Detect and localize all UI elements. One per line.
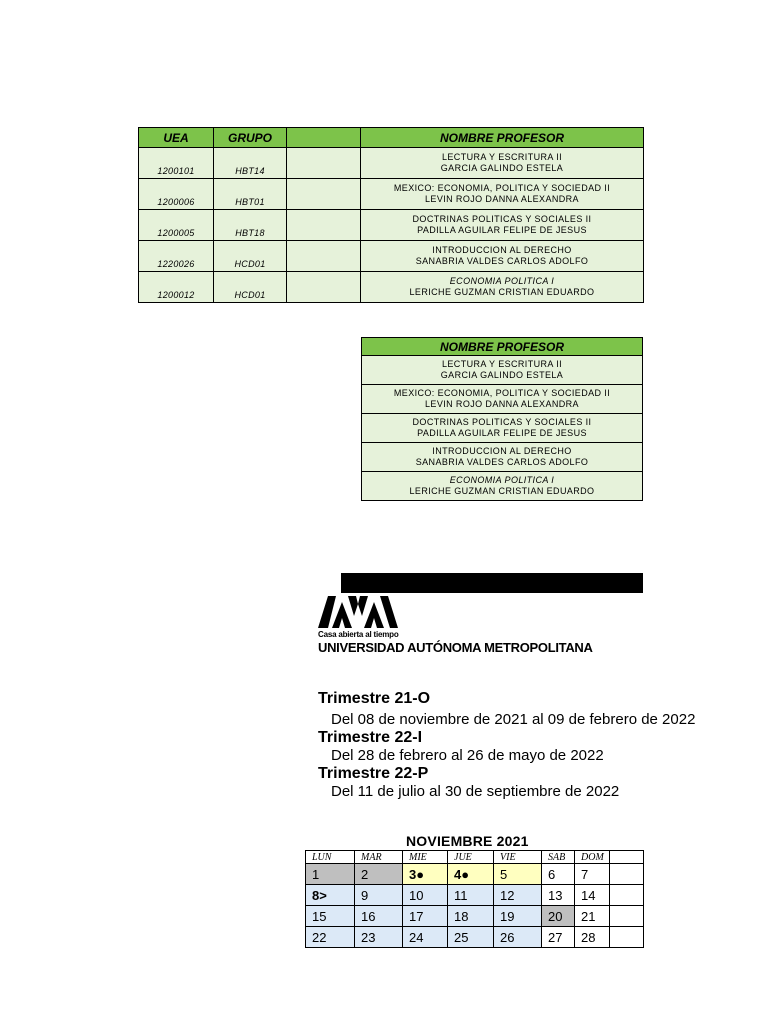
- calendar-day: 19: [494, 906, 542, 927]
- subject-name: LECTURA Y ESCRITURA II: [442, 152, 562, 162]
- logo-tagline: Casa abierta al tiempo: [318, 630, 399, 639]
- professor-name: LERICHE GUZMAN CRISTIAN EDUARDO: [409, 287, 595, 297]
- calendar-blank: [610, 906, 644, 927]
- calendar: [305, 850, 643, 954]
- group-code: HBT01: [214, 179, 287, 210]
- subject-name: MEXICO: ECONOMIA, POLITICA Y SOCIEDAD II: [393, 388, 611, 398]
- subject-name: INTRODUCCION AL DERECHO: [432, 446, 572, 456]
- professor-name: SANABRIA VALDES CARLOS ADOLFO: [415, 256, 589, 266]
- subject-name: MEXICO: ECONOMIA, POLITICA Y SOCIEDAD II: [393, 183, 611, 193]
- day-header: SAB: [542, 851, 575, 864]
- calendar-day: 13: [542, 885, 575, 906]
- calendar-day: 9: [355, 885, 403, 906]
- calendar-title: NOVIEMBRE 2021: [406, 833, 529, 849]
- calendar-day: 3●: [403, 864, 448, 885]
- header-nombre-profesor: NOMBRE PROFESOR: [361, 128, 644, 148]
- subject-name: DOCTRINAS POLITICAS Y SOCIALES II: [412, 214, 592, 224]
- header-nombre-profesor: NOMBRE PROFESOR: [362, 338, 643, 356]
- calendar-day: 26: [494, 927, 542, 948]
- subject-name: ECONOMIA POLITICA I: [449, 276, 555, 286]
- day-header: DOM: [575, 851, 610, 864]
- calendar-day: 6: [542, 864, 575, 885]
- professor-name: GARCIA GALINDO ESTELA: [440, 163, 564, 173]
- trimester-dates: Del 28 de febrero al 26 de mayo de 2022: [331, 747, 604, 764]
- group-code: HBT14: [214, 148, 287, 179]
- calendar-day: 15: [306, 906, 355, 927]
- uea-code: 1200006: [139, 179, 214, 210]
- university-name: UNIVERSIDAD AUTÓNOMA METROPOLITANA: [318, 640, 593, 655]
- calendar-day: 24: [403, 927, 448, 948]
- uea-code: 1200012: [139, 272, 214, 303]
- trimester-title: Trimestre 22-P: [318, 765, 429, 782]
- calendar-week: [306, 906, 644, 927]
- uea-code: 1200005: [139, 210, 214, 241]
- trimester-title: Trimestre 21-O: [318, 690, 431, 707]
- trimester-title: Trimestre 22-I: [318, 729, 423, 746]
- trimester-dates: Del 11 de julio al 30 de septiembre de 2022: [331, 783, 620, 800]
- calendar-day: 28: [575, 927, 610, 948]
- day-header: MIE: [403, 851, 448, 864]
- calendar-week: [306, 885, 644, 906]
- calendar-blank: [610, 927, 644, 948]
- subject-name: INTRODUCCION AL DERECHO: [432, 245, 572, 255]
- header-uea: UEA: [139, 128, 214, 148]
- calendar-day: 12: [494, 885, 542, 906]
- group-code: HCD01: [214, 241, 287, 272]
- calendar-day: 20: [542, 906, 575, 927]
- calendar-week: [306, 927, 644, 948]
- day-header: JUE: [448, 851, 494, 864]
- calendar-day: 5: [494, 864, 542, 885]
- professor-name: LERICHE GUZMAN CRISTIAN EDUARDO: [409, 486, 595, 496]
- calendar-day: 25: [448, 927, 494, 948]
- professor-name: GARCIA GALINDO ESTELA: [440, 370, 564, 380]
- calendar-day-headers: [306, 851, 644, 864]
- calendar-blank: [610, 885, 644, 906]
- header-grupo: GRUPO: [214, 128, 287, 148]
- uea-code: 1220026: [139, 241, 214, 272]
- calendar-table: [305, 850, 644, 948]
- group-code: HBT18: [214, 210, 287, 241]
- subject-name: DOCTRINAS POLITICAS Y SOCIALES II: [412, 417, 592, 427]
- calendar-day: 11: [448, 885, 494, 906]
- calendar-day: 21: [575, 906, 610, 927]
- professor-name: PADILLA AGUILAR FELIPE DE JESUS: [417, 225, 587, 235]
- subject-name: ECONOMIA POLITICA I: [449, 475, 555, 485]
- professor-name: LEVIN ROJO DANNA ALEXANDRA: [425, 194, 579, 204]
- day-header: MAR: [355, 851, 403, 864]
- calendar-day: 16: [355, 906, 403, 927]
- professor-name: LEVIN ROJO DANNA ALEXANDRA: [425, 399, 579, 409]
- calendar-day: 8>: [306, 885, 355, 906]
- group-code: HCD01: [214, 272, 287, 303]
- calendar-day: 4●: [448, 864, 494, 885]
- calendar-day: 22: [306, 927, 355, 948]
- day-header-blank: [610, 851, 644, 864]
- day-header: VIE: [494, 851, 542, 864]
- calendar-day: 7: [575, 864, 610, 885]
- professor-name: SANABRIA VALDES CARLOS ADOLFO: [415, 457, 589, 467]
- calendar-day: 18: [448, 906, 494, 927]
- calendar-blank: [610, 864, 644, 885]
- calendar-day: 10: [403, 885, 448, 906]
- calendar-week: [306, 864, 644, 885]
- calendar-day: 17: [403, 906, 448, 927]
- calendar-day: 2: [355, 864, 403, 885]
- calendar-day: 14: [575, 885, 610, 906]
- calendar-day: 23: [355, 927, 403, 948]
- day-header: LUN: [306, 851, 355, 864]
- trimester-dates: Del 08 de noviembre de 2021 al 09 de febrero de 2022: [331, 711, 696, 728]
- uea-code: 1200101: [139, 148, 214, 179]
- professor-name: PADILLA AGUILAR FELIPE DE JESUS: [417, 428, 587, 438]
- subject-name: LECTURA Y ESCRITURA II: [442, 359, 562, 369]
- calendar-day: 1: [306, 864, 355, 885]
- calendar-day: 27: [542, 927, 575, 948]
